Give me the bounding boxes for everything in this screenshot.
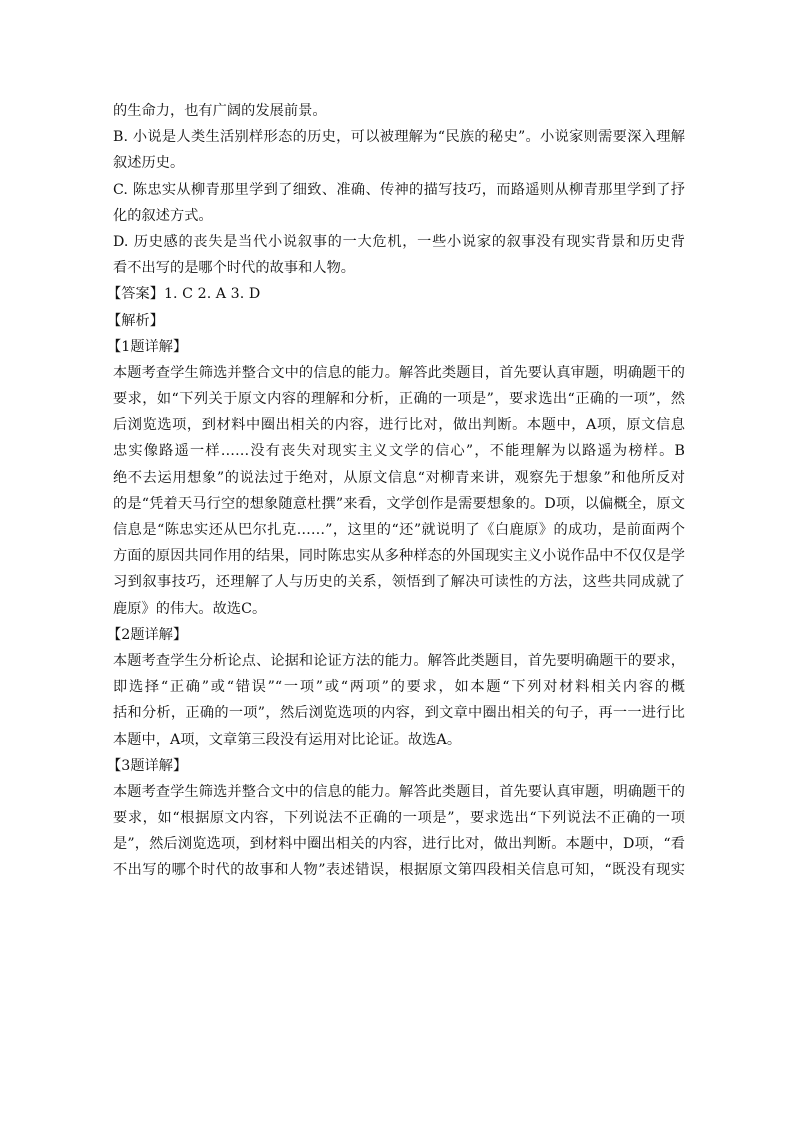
text-line: D. 历史感的丧失是当代小说叙事的一大危机，一些小说家的叙事没有现实背景和历史背: [113, 233, 685, 250]
text-line: 叙述历史。: [113, 155, 185, 172]
text-line: 本题考查学生筛选并整合文中的信息的能力。解答此类题目，首先要认真审题，明确题干的: [113, 783, 685, 800]
section-heading: 【2题详解】: [107, 626, 188, 643]
text-line: 要求，如“根据原文内容，下列说法不正确的一项是”，要求选出“下列说法不正确的一项: [113, 810, 685, 827]
text-line: 的是“凭着天马行空的想象随意杜撰”来看，文学创作是需要想象的。D项，以偏概全，原文: [113, 495, 685, 512]
document-page: [107, 98, 685, 884]
text-line: 方面的原因共同作用的结果，同时陈忠实从多种样态的外国现实主义小说作品中不仅仅是学: [113, 548, 685, 565]
section-heading: 【3题详解】: [107, 757, 188, 774]
text-line: 鹿原》的伟大。故选C。: [113, 600, 267, 617]
text-line: 是”，然后浏览选项，到材料中圈出相关的内容，进行比对，做出判断。本题中，D项，“看: [113, 836, 685, 853]
section-heading: 【答案】1. C 2. A 3. D: [107, 286, 261, 303]
text-line: 的生命力，也有广阔的发展前景。: [113, 103, 327, 119]
section-heading: 【解析】: [107, 312, 164, 329]
text-line: C. 陈忠实从柳青那里学到了细致、准确、传神的描写技巧，而路遥则从柳青那里学到了抒: [113, 181, 685, 198]
text-line: 后浏览选项，到材料中圈出相关的内容，进行比对，做出判断。本题中，A项，原文信息: [113, 417, 685, 434]
section-heading: 【1题详解】: [107, 338, 188, 355]
text-line: 不出写的哪个时代的故事和人物”表述错误，根据原文第四段相关信息可知，“既没有现实: [113, 862, 685, 879]
text-line: 习到叙事技巧，还理解了人与历史的关系，领悟到了解决可读性的方法，这些共同成就了: [113, 574, 685, 591]
text-line: 化的叙述方式。: [113, 207, 213, 224]
text-line: 本题考查学生筛选并整合文中的信息的能力。解答此类题目，首先要认真审题，明确题干的: [113, 364, 685, 381]
text-line: 忠实像路遥一样……没有丧失对现实主义文学的信心”，不能理解为以路遥为榜样。B: [113, 443, 685, 460]
text-line: 本题中，A项，文章第三段没有运用对比论证。故选A。: [113, 731, 462, 748]
text-line: 括和分析，正确的一项”，然后浏览选项的内容，到文章中圈出相关的句子，再一一进行比: [113, 705, 685, 722]
text-line: 绝不去运用想象”的说法过于绝对，从原文信息“对柳青来讲，观察先于想象”和他所反对: [113, 469, 685, 486]
text-line: 即选择“正确”或“错误”“一项”或“两项”的要求，如本题“下列对材料相关内容的概: [113, 679, 685, 696]
text-line: 要求，如“下列关于原文内容的理解和分析，正确的一项是”，要求选出“正确的一项”，然: [113, 391, 685, 408]
text-line: 本题考查学生分析论点、论据和论证方法的能力。解答此类题目，首先要明确题干的要求，: [113, 652, 685, 669]
text-line: B. 小说是人类生活别样形态的历史，可以被理解为“民族的秘史”。小说家则需要深入理解: [113, 129, 685, 146]
text-line: 看不出写的是哪个时代的故事和人物。: [113, 260, 356, 277]
text-line: 信息是“陈忠实还从巴尔扎克……”，这里的“还”就说明了《白鹿原》的成功，是前面两个: [113, 522, 685, 538]
